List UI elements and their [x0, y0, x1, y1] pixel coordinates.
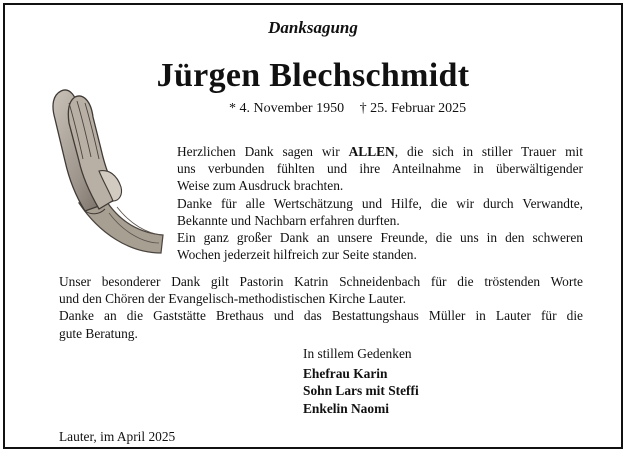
- allen-emphasis: ALLEN: [348, 144, 395, 159]
- signer-granddaughter: Enkelin Naomi: [303, 400, 389, 416]
- praying-hands-icon: [39, 83, 169, 261]
- thanks-paragraph-2: [59, 273, 583, 342]
- birth-date: * 4. November 1950: [229, 101, 345, 116]
- signer-son: Sohn Lars mit Steffi: [303, 383, 419, 399]
- thanks-paragraph-1: [177, 143, 583, 263]
- paragraph1-line1: Herzlichen Dank sagen wir ALLEN, die sich in stiller Trauer mit: [177, 144, 583, 159]
- paragraph1-line4: Danke für alle Wertschätzung und Hilfe, die wir durch Verwandte,: [177, 195, 583, 211]
- paragraph2-line1: Unser besonderer Dank gilt Pastorin Katrin Schneidenbach für die tröstenden Worte: [59, 274, 583, 289]
- notice-frame: [3, 3, 623, 449]
- closing-line: In stillem Gedenken: [303, 346, 412, 361]
- paragraph1-line7: Wochen jederzeit hilfreich zur Seite standen.: [177, 247, 417, 263]
- death-date: † 25. Februar 2025: [359, 101, 467, 116]
- paragraph1-line5: Bekannte und Nachbarn erfahren durften.: [177, 212, 400, 228]
- notice-heading: Danksagung: [268, 18, 358, 37]
- place-date: Lauter, im April 2025: [59, 429, 176, 444]
- paragraph1-line2: uns verbunden fühlten und ihre Anteilnahme in überwältigender: [177, 161, 583, 177]
- paragraph1-line6: Ein ganz großer Dank an unsere Freunde, die uns in den schweren: [177, 230, 583, 246]
- paragraph2-line3: Danke an die Gaststätte Brethaus und das Bestattungshaus Müller in Lauter für die: [59, 308, 583, 324]
- deceased-name: Jürgen Blechschmidt: [156, 57, 470, 94]
- signer-wife: Ehefrau Karin: [303, 366, 388, 381]
- paragraph2-line4: gute Beratung.: [59, 325, 138, 341]
- paragraph1-line3: Weise zum Ausdruck brachten.: [177, 178, 344, 194]
- signers-list: [303, 365, 419, 417]
- paragraph2-line2: und den Chören der Evangelisch-methodistischen Kirche Lauter.: [59, 291, 406, 307]
- life-dates: [229, 101, 478, 117]
